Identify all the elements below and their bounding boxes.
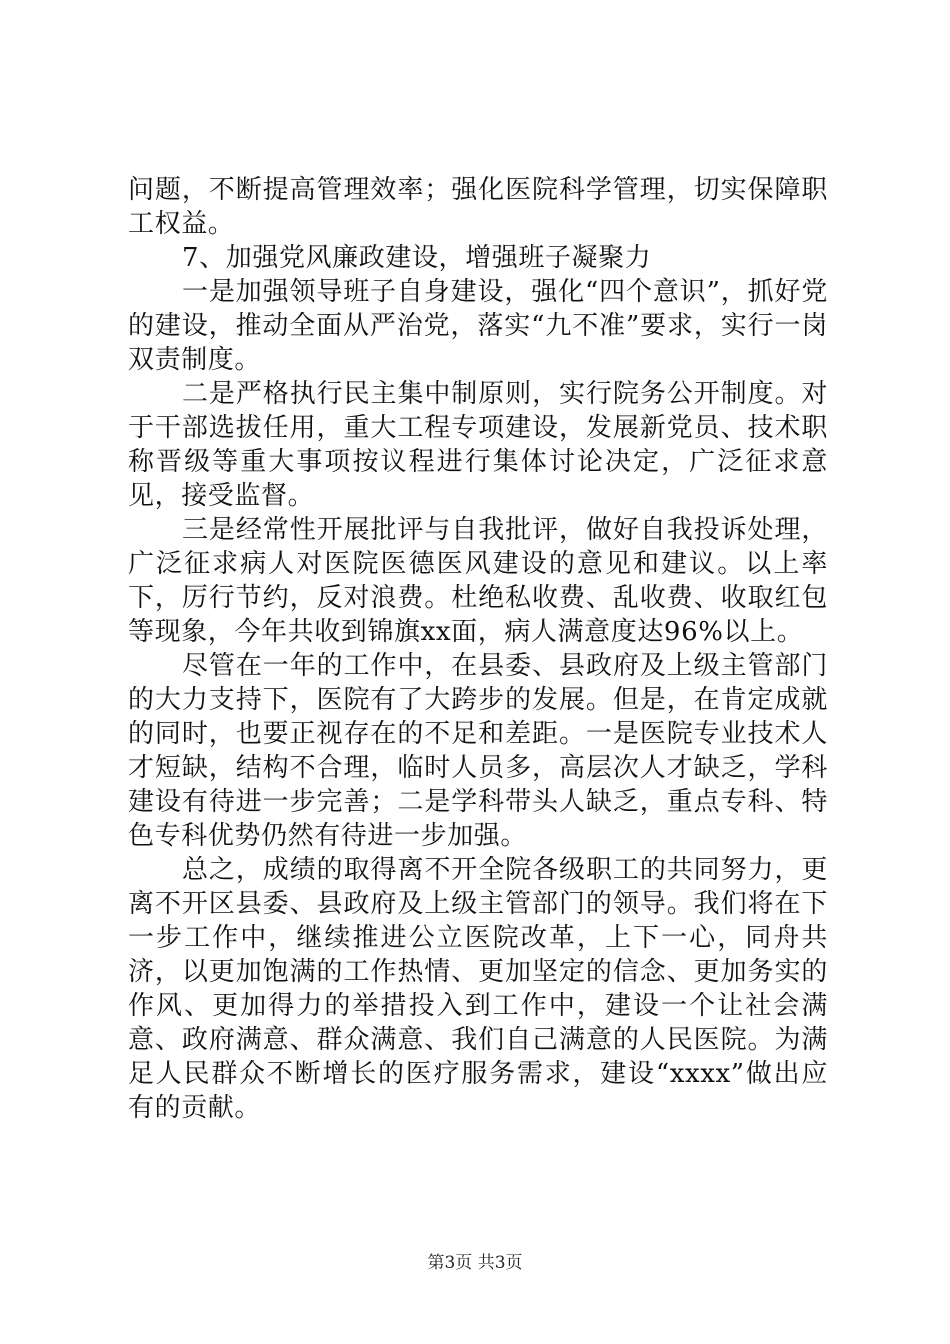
paragraph-item-one: 一是加强领导班子自身建设，强化“四个意识”，抓好党的建设，推动全面从严治党，落实“九不准”要求，实行一岗双责制度。 [128,277,828,375]
document-body [128,173,828,1125]
paragraph-shortcomings: 尽管在一年的工作中，在县委、县政府及上级主管部门的大力支持下，医院有了大跨步的发展。但是，在肯定成就的同时，也要正视存在的不足和差距。一是医院专业技术人才短缺，结构不合理，临时人员多，高层次人才缺乏，学科建设有待进一步完善；二是学科带头人缺乏，重点专科、特色专科优势仍然有待进一步加强。 [128,651,828,851]
paragraph-item-two: 二是严格执行民主集中制原则，实行院务公开制度。对于干部选拔任用，重大工程专项建设，发展新党员、技术职称晋级等重大事项按议程进行集体讨论决定，广泛征求意见，接受监督。 [128,379,828,511]
page-number-footer: 第3页 共3页 [427,1253,523,1273]
paragraph-item-three: 三是经常性开展批评与自我批评，做好自我投诉处理，广泛征求病人对医院医德医风建设的意见和建议。以上率下，厉行节约，反对浪费。杜绝私收费、乱收费、收取红包等现象，今年共收到锦旗xx面，病人满意度达96%以上。 [128,515,828,647]
paragraph-continuation: 问题，不断提高管理效率；强化医院科学管理，切实保障职工权益。 [128,175,828,239]
paragraph-conclusion: 总之，成绩的取得离不开全院各级职工的共同努力，更离不开区县委、县政府及上级主管部门的领导。我们将在下一步工作中，继续推进公立医院改革，上下一心，同舟共济，以更加饱满的工作热情、更加坚定的信念、更加务实的作风、更加得力的举措投入到工作中，建设一个让社会满意、政府满意、群众满意、我们自己满意的人民医院。为满足人民群众不断增长的医疗服务需求，建设“xxxx”做出应有的贡献。 [128,855,828,1123]
section-heading: 7、加强党风廉政建设，增强班子凝聚力 [182,243,652,273]
